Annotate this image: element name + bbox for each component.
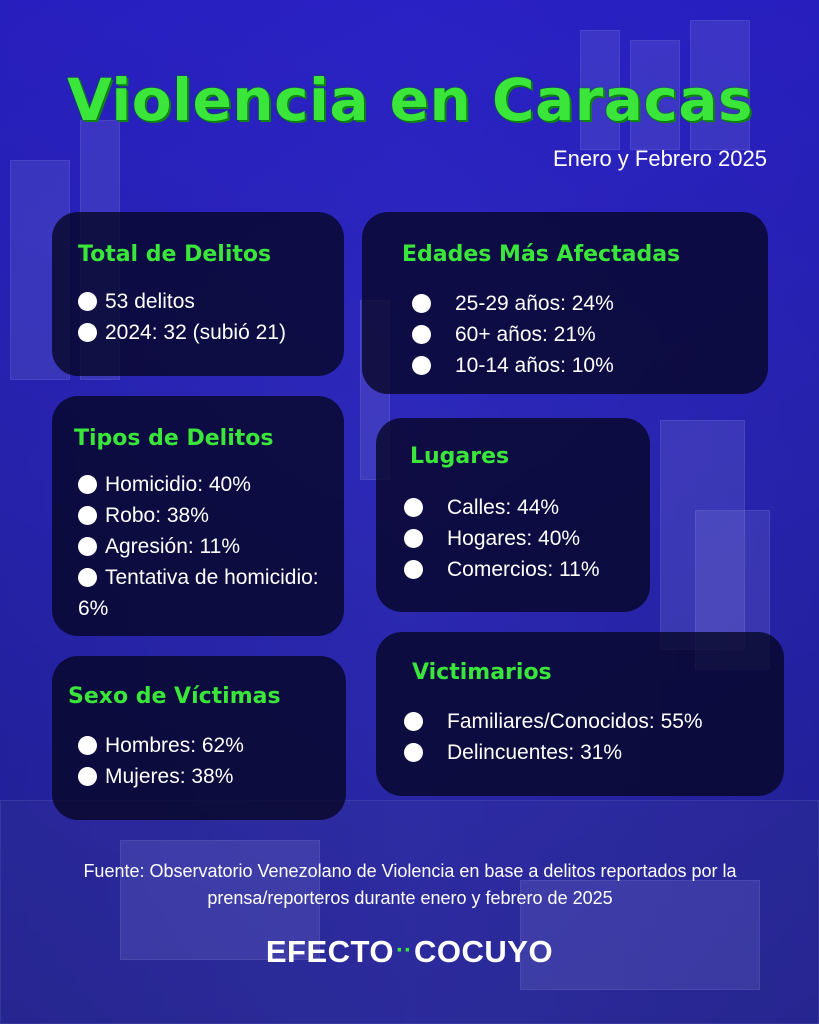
list-item: 60+ años: 21% [412, 319, 614, 350]
card-list [404, 706, 703, 768]
bullet-icon [412, 294, 431, 313]
list-item: Agresión: 11% [78, 531, 328, 562]
bullet-icon [78, 323, 97, 342]
bullet-icon [78, 292, 97, 311]
logo-text-right: COCUYO [414, 934, 554, 969]
card-list [78, 730, 244, 792]
list-item: Calles: 44% [404, 492, 600, 523]
page-subtitle: Enero y Febrero 2025 [552, 146, 767, 171]
bullet-icon [412, 325, 431, 344]
list-item: Hombres: 62% [78, 730, 244, 761]
bullet-icon [78, 537, 97, 556]
list-item: Homicidio: 40% [78, 469, 328, 500]
bullet-icon [404, 743, 423, 762]
card-edades [362, 212, 768, 394]
card-heading: Sexo de Víctimas [68, 684, 281, 709]
bullet-icon [404, 712, 423, 731]
card-heading: Edades Más Afectadas [402, 242, 681, 267]
bullet-icon [78, 568, 97, 587]
list-item: 53 delitos [78, 286, 286, 317]
list-item: 25-29 años: 24% [412, 288, 614, 319]
card-tipos-delitos [52, 396, 344, 636]
bullet-icon [404, 560, 423, 579]
logo-text-left: EFECTO [265, 934, 395, 969]
card-total-delitos [52, 212, 344, 376]
bullet-icon [404, 529, 423, 548]
logo-dots-icon: ·· [396, 937, 413, 964]
card-sexo-victimas [52, 656, 346, 820]
card-list [78, 469, 328, 624]
bullet-icon [78, 475, 97, 494]
bullet-icon [78, 506, 97, 525]
card-heading: Lugares [410, 444, 510, 469]
efecto-cocuyo-logo [0, 934, 819, 970]
list-item: Delincuentes: 31% [404, 737, 703, 768]
list-item: Robo: 38% [78, 500, 328, 531]
card-heading: Victimarios [412, 660, 552, 685]
list-item: 2024: 32 (subió 21) [78, 317, 286, 348]
source-note: Fuente: Observatorio Venezolano de Violencia en base a delitos reportados por la prensa/reporteros durante enero y febrero de 2025 [83, 861, 737, 908]
card-list [78, 286, 286, 348]
bullet-icon [78, 767, 97, 786]
card-list [412, 288, 614, 381]
card-victimarios [376, 632, 784, 796]
list-item: Hogares: 40% [404, 523, 600, 554]
list-item: Tentativa de homicidio: 6% [78, 566, 319, 620]
card-list [404, 492, 600, 585]
bullet-icon [78, 736, 97, 755]
page-title: Violencia en Caracas [66, 66, 753, 134]
card-heading: Tipos de Delitos [74, 426, 274, 451]
card-heading: Total de Delitos [78, 242, 272, 267]
list-item: Mujeres: 38% [78, 761, 244, 792]
bullet-icon [412, 356, 431, 375]
list-item: Comercios: 11% [404, 554, 600, 585]
card-lugares [376, 418, 650, 612]
bullet-icon [404, 498, 423, 517]
list-item: 10-14 años: 10% [412, 350, 614, 381]
list-item: Familiares/Conocidos: 55% [404, 706, 703, 737]
